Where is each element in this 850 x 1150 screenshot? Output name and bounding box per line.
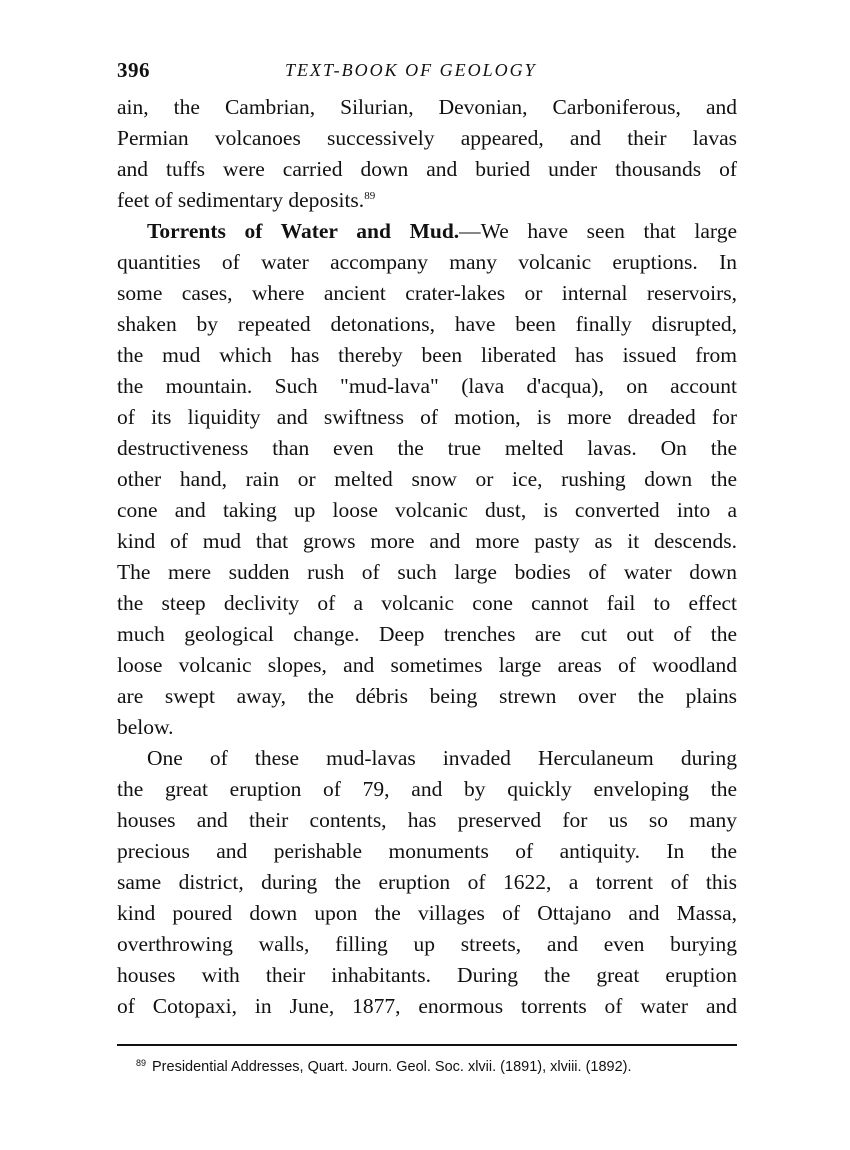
text-line: kind of mud that grows more and more pasty as it descends. — [117, 529, 737, 553]
text-line: quantities of water accompany many volcanic eruptions. In — [117, 250, 737, 274]
text-line: other hand, rain or melted snow or ice, rushing down the — [117, 467, 737, 491]
text-line: the steep declivity of a volcanic cone cannot fail to effect — [117, 591, 737, 615]
text-line: feet of sedimentary deposits. — [117, 188, 365, 212]
text-line: same district, during the eruption of 1622, a torrent of this — [117, 870, 737, 894]
text-line: overthrowing walls, filling up streets, and even burying — [117, 932, 737, 956]
text-line: below. — [117, 715, 174, 739]
text-line: The mere sudden rush of such large bodies of water down — [117, 560, 737, 584]
page-number: 396 — [117, 58, 150, 82]
text-line: precious and perishable monuments of antiquity. In the — [117, 839, 737, 863]
footnote-reference[interactable]: 89 — [364, 190, 376, 202]
text-line: houses with their inhabitants. During the great eruption — [117, 963, 737, 987]
text-line: loose volcanic slopes, and sometimes large areas of woodland — [117, 653, 737, 677]
body-text — [117, 92, 737, 1022]
text-line: of its liquidity and swiftness of motion, is more dreaded for — [117, 405, 737, 429]
text-line: of Cotopaxi, in June, 1877, enormous torrents of water and — [117, 994, 737, 1018]
footnote — [136, 1058, 632, 1075]
text-line: much geological change. Deep trenches are cut out of the — [117, 622, 737, 646]
text-line: destructiveness than even the true melted lavas. On the — [117, 436, 737, 460]
paragraph-3 — [117, 743, 737, 1022]
text-line: and tuffs were carried down and buried under thousands of — [117, 157, 737, 181]
text-line-with-sidehead — [117, 216, 737, 247]
paragraph-1 — [117, 92, 737, 216]
text-line-with-note — [117, 185, 737, 216]
footnote-text: Presidential Addresses, Quart. Journ. Geol. Soc. xlvii. (1891), xlviii. (1892). — [152, 1059, 632, 1075]
section-sidehead: Torrents of Water and Mud. — [147, 219, 460, 243]
paragraph-2 — [117, 216, 737, 743]
text-line: the great eruption of 79, and by quickly enveloping the — [117, 777, 737, 801]
running-head — [117, 58, 737, 92]
text-line: kind poured down upon the villages of Ottajano and Massa, — [117, 901, 737, 925]
text-line: the mud which has thereby been liberated has issued from — [117, 343, 737, 367]
text-line: cone and taking up loose volcanic dust, is converted into a — [117, 498, 737, 522]
text-line: —We have seen that large — [459, 219, 737, 243]
text-line: Permian volcanoes successively appeared, and their lavas — [117, 126, 737, 150]
text-line: ain, the Cambrian, Silurian, Devonian, Carboniferous, and — [117, 95, 737, 119]
running-title: TEXT-BOOK OF GEOLOGY — [285, 60, 537, 80]
footnote-divider — [117, 1044, 737, 1046]
page — [117, 58, 737, 1022]
text-line: the mountain. Such "mud-lava" (lava d'acqua), on account — [117, 374, 737, 398]
footnote-mark: 89 — [136, 1058, 147, 1068]
text-line: shaken by repeated detonations, have been finally disrupted, — [117, 312, 737, 336]
text-line: are swept away, the débris being strewn over the plains — [117, 684, 737, 708]
text-line: One of these mud-lavas invaded Herculaneum during — [147, 746, 737, 770]
text-line: houses and their contents, has preserved for us so many — [117, 808, 737, 832]
text-line: some cases, where ancient crater-lakes or internal reservoirs, — [117, 281, 737, 305]
